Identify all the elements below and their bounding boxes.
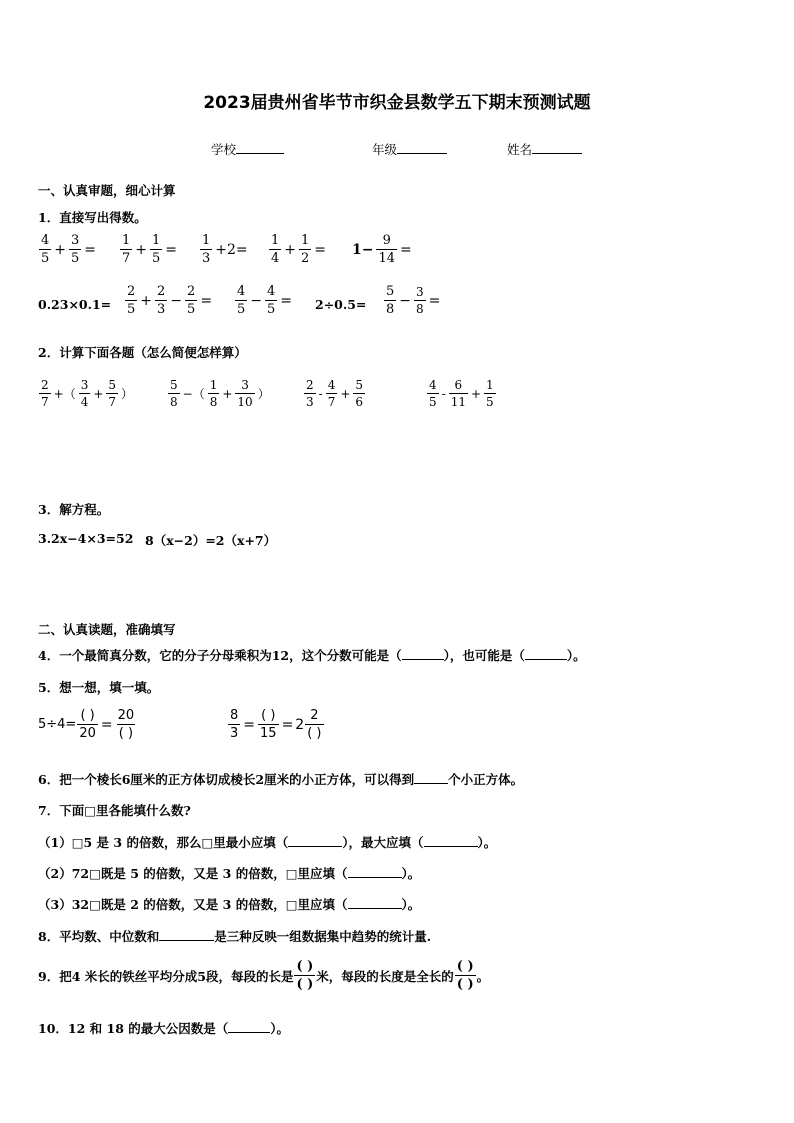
name-blank[interactable]: [532, 153, 582, 154]
fraction: $\frac{3}{5}$: [71, 233, 80, 266]
fraction: $\frac{4}{7}$: [327, 378, 336, 409]
fraction: $\frac{4}{5}$: [267, 284, 276, 317]
answer-slot[interactable]: ( ): [456, 959, 474, 974]
q2-e4: $\frac{4}{5}$ - $\frac{6}{11}$ + $\frac{1}{5}$: [429, 378, 494, 409]
q1-label: 1．直接写出得数。: [38, 210, 147, 225]
fraction: $\frac{1}{5}$: [152, 233, 161, 266]
fraction: $\frac{9}{14}$: [378, 233, 396, 266]
answer-slot[interactable]: ( ): [118, 726, 134, 741]
q4-blank-2[interactable]: [525, 659, 567, 660]
answer-slot[interactable]: ( ): [456, 977, 474, 992]
q6-blank[interactable]: [414, 783, 448, 784]
fraction: $\frac{8}{3}$: [230, 708, 239, 741]
answer-slot[interactable]: ( ): [307, 726, 322, 741]
q2-e3: $\frac{2}{3}$ - $\frac{4}{7}$ + $\frac{5}{6}$: [306, 378, 364, 409]
q10-blank[interactable]: [228, 1032, 270, 1033]
fraction: $\frac{2}{3}$: [157, 284, 166, 317]
fraction: [294, 960, 315, 991]
fraction: $\frac{2}{3}$: [306, 378, 314, 409]
q4: 4．一个最简真分数，它的分子分母乘积为12，这个分数可能是（ ），也可能是（ ）。: [38, 648, 586, 663]
q7-s3: （3）32□既是 2 的倍数，又是 3 的倍数，□里应填（ ）。: [38, 897, 421, 912]
fraction: $\frac{1}{7}$: [122, 233, 131, 266]
fraction: $\frac{1}{5}$: [486, 378, 494, 409]
fraction: $\frac{( )}{20}$: [79, 708, 96, 741]
fraction: $\frac{2}{( )}$: [307, 708, 322, 741]
fraction: $\frac{5}{8}$: [386, 284, 395, 317]
fraction: $\frac{1}{3}$: [202, 233, 211, 266]
name-label: 姓名: [507, 142, 533, 157]
q8: 8．平均数、中位数和 是三种反映一组数据集中趋势的统计量.: [38, 929, 432, 944]
school-blank[interactable]: [236, 153, 284, 154]
fraction: $\frac{20}{( )}$: [117, 708, 135, 741]
q2-e1: $\frac{2}{7}$ +（ $\frac{3}{4}$ + $\frac{5}{7}$ ）: [41, 378, 134, 409]
q3-eq2: 8（x−2）=2（x+7）: [145, 533, 277, 548]
fraction: $\frac{( )}{15}$: [260, 708, 277, 741]
q7-s1-blank-1[interactable]: [288, 846, 342, 847]
q2-e2: $\frac{5}{8}$ −（ $\frac{1}{8}$ + $\frac{3}{10}$ ）: [170, 378, 270, 409]
q1-r1-e1: $\frac{4}{5}$ + $\frac{3}{5}$ =: [41, 233, 97, 266]
q5-e1: 5÷4= $\frac{( )}{20}$ = $\frac{20}{( )}$: [38, 708, 135, 741]
q9: 9．把4 米长的铁丝平均分成5段，每段的长是 $\frac{( )}{( )}$ 米，每段的长度是全长的 $\frac{( )}{( )}$ 。: [38, 959, 490, 992]
q7-s1-blank-2[interactable]: [424, 846, 478, 847]
q1-r1-e5: 1− $\frac{9}{14}$ =: [352, 233, 412, 266]
page-title: 2023届贵州省毕节市织金县数学五下期末预测试题: [203, 93, 591, 113]
q5-e2: $\frac{8}{3}$ = $\frac{( )}{15}$ = 2 $\frac{2}{( )}$: [230, 708, 322, 741]
q1-r1-e4: $\frac{1}{4}$ + $\frac{1}{2}$ =: [271, 233, 327, 266]
q1-r1-e3: $\frac{1}{3}$ +2=: [202, 233, 248, 266]
q1-r1-e2: $\frac{1}{7}$ + $\frac{1}{5}$ =: [122, 233, 178, 266]
q6: 6．把一个棱长6厘米的正方体切成棱长2厘米的小正方体，可以得到 个小正方体。: [38, 772, 524, 787]
q2-label: 2．计算下面各题（怎么简便怎样算）: [38, 345, 247, 360]
fraction: $\frac{4}{5}$: [429, 378, 437, 409]
q1-r2-e5: $\frac{5}{8}$ − $\frac{3}{8}$ =: [386, 284, 441, 317]
q8-blank[interactable]: [159, 940, 214, 941]
q5-label: 5．想一想，填一填。: [38, 680, 160, 695]
q7-s3-blank[interactable]: [348, 908, 402, 909]
grade-blank[interactable]: [397, 153, 447, 154]
fraction: $\frac{1}{8}$: [209, 378, 218, 409]
q10: 10．12 和 18 的最大公因数是（ ）。: [38, 1021, 290, 1036]
fraction: $\frac{3}{8}$: [416, 285, 424, 316]
answer-slot[interactable]: ( ): [296, 959, 314, 974]
fraction: $\frac{5}{7}$: [108, 378, 117, 409]
name-field[interactable]: [507, 140, 582, 158]
fraction: $\frac{4}{5}$: [41, 233, 50, 266]
fraction: $\frac{3}{4}$: [80, 378, 89, 409]
q7-s2: （2）72□既是 5 的倍数，又是 3 的倍数，□里应填（ ）。: [38, 866, 421, 881]
school-field[interactable]: [211, 140, 284, 158]
q1-r2-e2: $\frac{2}{5}$ + $\frac{2}{3}$ − $\frac{2}{5}$ =: [127, 284, 213, 317]
fraction: $\frac{3}{10}$: [237, 378, 253, 409]
q7-label: 7．下面□里各能填什么数?: [38, 803, 191, 818]
fraction: $\frac{6}{11}$: [450, 378, 466, 409]
fraction: $\frac{2}{5}$: [187, 284, 196, 317]
section1-heading: 一、认真审题，细心计算: [38, 183, 176, 198]
grade-label: 年级: [372, 142, 398, 157]
q7-s2-blank[interactable]: [348, 877, 402, 878]
fraction: $\frac{1}{2}$: [301, 233, 310, 266]
q1-r2-e3: $\frac{4}{5}$ − $\frac{4}{5}$ =: [237, 284, 293, 317]
fraction: [455, 960, 476, 991]
answer-slot[interactable]: ( ): [296, 977, 314, 992]
fraction: $\frac{4}{5}$: [237, 284, 246, 317]
q3-label: 3．解方程。: [38, 502, 110, 517]
grade-field[interactable]: [372, 140, 447, 158]
fraction: $\frac{2}{7}$: [41, 378, 49, 409]
fraction: $\frac{5}{8}$: [170, 378, 178, 409]
q7-s1: （1）□5 是 3 的倍数，那么□里最小应填（ ），最大应填（ ）。: [38, 835, 497, 850]
q4-blank-1[interactable]: [402, 659, 444, 660]
answer-slot[interactable]: ( ): [80, 708, 95, 723]
fraction: $\frac{2}{5}$: [127, 284, 136, 317]
school-label: 学校: [211, 142, 237, 157]
answer-slot[interactable]: ( ): [261, 708, 276, 723]
fraction: $\frac{5}{6}$: [355, 378, 364, 409]
q1-r2-e4: 2÷0.5=: [315, 297, 367, 312]
q1-r2-e1: 0.23×0.1=: [38, 297, 112, 312]
section2-heading: 二、认真读题，准确填写: [38, 622, 176, 637]
q3-eq1: 3.2x−4×3=52: [38, 531, 134, 546]
fraction: $\frac{1}{4}$: [271, 233, 280, 266]
